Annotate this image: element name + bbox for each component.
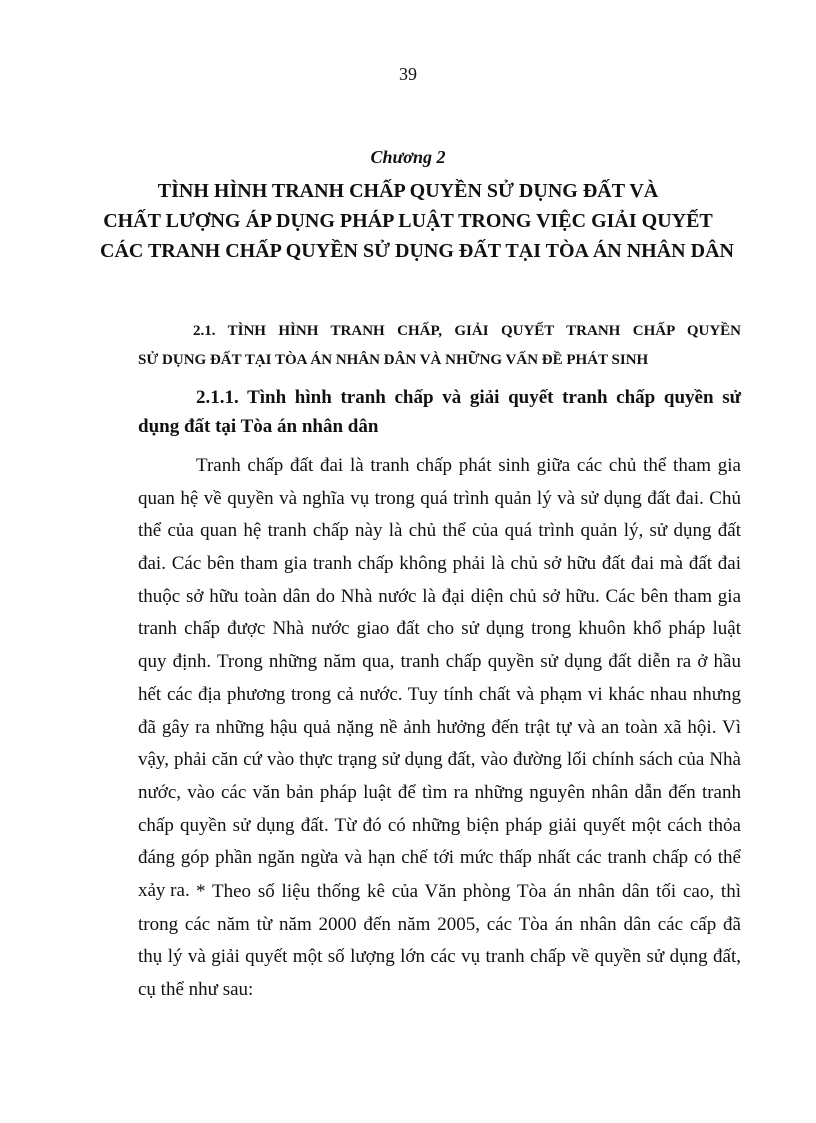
paragraph-line: quan hệ về quyền và nghĩa vụ trong quá trình quản lý và sử dụng đất đai. Chủ [138,487,741,509]
body-paragraph [138,876,741,1007]
body-paragraph [138,450,741,908]
paragraph-line: cụ thể như sau: [138,979,254,1001]
chapter-label: Chương 2 [370,147,446,167]
paragraph-line: * Theo số liệu thống kê của Văn phòng Tòa án nhân dân tối cao, thì [196,881,741,902]
page-number: 39 [399,64,417,84]
section-heading [138,317,741,375]
section-heading-line: 2.1. TÌNH HÌNH TRANH CHẤP, GIẢI QUYẾT TRANH CHẤP QUYỀN [193,323,741,339]
chapter-title-line: CÁC TRANH CHẤP QUYỀN SỬ DỤNG ĐẤT TẠI TÒA ÁN NHÂN DÂN [100,240,734,262]
paragraph-line: thuộc sở hữu toàn dân do Nhà nước là đại diện chủ sở hữu. Các bên tham gia [138,585,741,607]
paragraph-line: nước, vào các văn bản pháp luật để tìm ra những nguyên nhân dẫn đến tranh [138,781,741,803]
subsection-heading-line: dụng đất tại Tòa án nhân dân [138,416,379,437]
chapter-title-line: TÌNH HÌNH TRANH CHẤP QUYỀN SỬ DỤNG ĐẤT VÀ [157,180,659,202]
subsection-heading [138,383,741,441]
paragraph-line: xảy ra. [138,879,190,901]
paragraph-line: quy định. Trong những năm qua, tranh chấp quyền sử dụng đất diễn ra ở hầu [138,651,741,673]
paragraph-line: đã gây ra những hậu quả nặng nề ảnh hưởng đến trật tự và an toàn xã hội. Vì [138,716,741,738]
paragraph-line: tranh chấp được Nhà nước giao đất cho sử dụng trong khuôn khổ pháp luật [138,618,741,640]
section-heading-line: SỬ DỤNG ĐẤT TẠI TÒA ÁN NHÂN DÂN VÀ NHỮNG VẤN ĐỀ PHÁT SINH [138,352,649,368]
paragraph-line: thể của quan hệ tranh chấp này là chủ thể của quá trình quản lý, sử dụng đất [138,520,741,542]
paragraph-line: trong các năm từ năm 2000 đến năm 2005, các Tòa án nhân dân các cấp đã [138,913,741,935]
paragraph-line: đai. Các bên tham gia tranh chấp không phải là chủ sở hữu đất đai mà đất đai [138,553,741,575]
chapter-title-line: CHẤT LƯỢNG ÁP DỤNG PHÁP LUẬT TRONG VIỆC GIẢI QUYẾT [103,210,713,232]
paragraph-line: thụ lý và giải quyết một số lượng lớn các vụ tranh chấp về quyền sử dụng đất, [138,946,741,968]
chapter-title [100,176,734,266]
paragraph-line: chấp quyền sử dụng đất. Từ đó có những biện pháp giải quyết một cách thỏa [138,814,741,836]
paragraph-line: hết các địa phương trong cả nước. Tuy tính chất và phạm vi khác nhau nhưng [138,683,741,705]
paragraph-line: đáng góp phần ngăn ngừa và hạn chế tới mức thấp nhất các tranh chấp có thể [138,847,741,869]
paragraph-line: Tranh chấp đất đai là tranh chấp phát sinh giữa các chủ thể tham gia [196,455,741,476]
paragraph-line: vậy, phải căn cứ vào thực trạng sử dụng đất, vào đường lối chính sách của Nhà [138,749,741,771]
subsection-heading-line: 2.1.1. Tình hình tranh chấp và giải quyết tranh chấp quyền sử [196,387,741,408]
